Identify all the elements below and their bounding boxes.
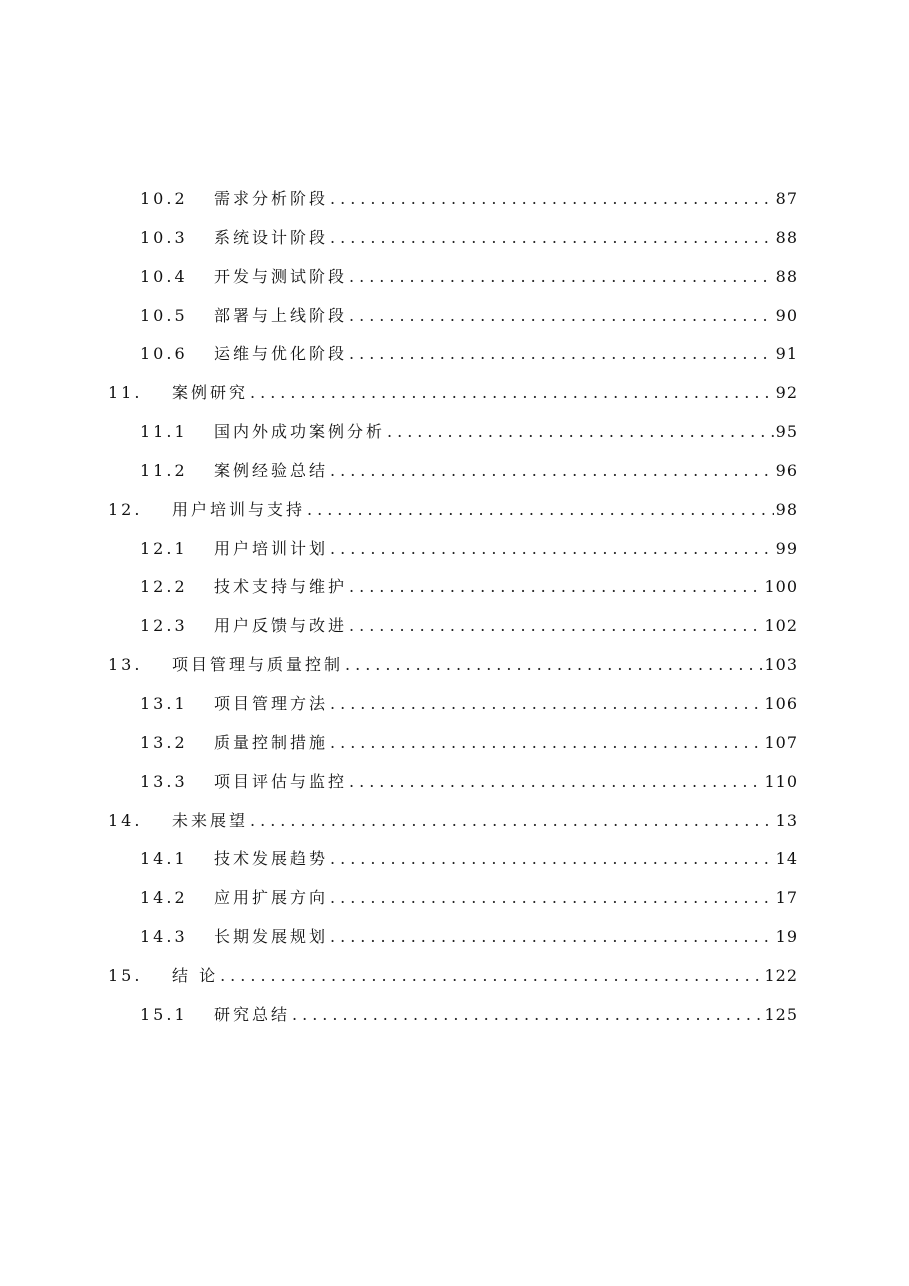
toc-entry-line <box>214 996 798 1035</box>
toc-section-entry[interactable] <box>0 918 909 957</box>
table-of-contents <box>0 180 909 1035</box>
toc-entry-line <box>214 763 798 802</box>
toc-page-number: 14 <box>775 849 798 869</box>
toc-entry-number: 13.2 <box>140 732 188 752</box>
toc-dot-leader <box>307 491 774 530</box>
toc-entry-title: 质量控制措施 <box>214 732 329 752</box>
toc-entry-line <box>214 568 798 607</box>
toc-entry-line <box>214 180 798 219</box>
toc-entry-line <box>214 685 798 724</box>
toc-dot-leader <box>330 530 774 569</box>
toc-chapter-entry[interactable] <box>0 646 909 685</box>
toc-page-number: 13 <box>775 810 798 830</box>
toc-entry-title: 案例经验总结 <box>214 460 329 480</box>
toc-entry-title: 用户培训与支持 <box>172 499 306 519</box>
toc-entry-line <box>214 219 798 258</box>
toc-section-entry[interactable] <box>0 219 909 258</box>
toc-dot-leader <box>330 724 762 763</box>
toc-section-entry[interactable] <box>0 335 909 374</box>
toc-dot-leader <box>330 918 774 957</box>
toc-dot-leader <box>330 879 774 918</box>
toc-entry-title: 技术支持与维护 <box>214 577 348 597</box>
toc-section-entry[interactable] <box>0 685 909 724</box>
toc-page-number: 107 <box>764 732 798 752</box>
toc-entry-line <box>214 413 798 452</box>
toc-entry-line <box>214 452 798 491</box>
toc-page-number: 100 <box>764 577 798 597</box>
toc-entry-number: 11.1 <box>140 422 188 442</box>
toc-entry-line <box>214 607 798 646</box>
toc-page-number: 90 <box>775 305 798 325</box>
toc-page-number: 102 <box>764 616 798 636</box>
toc-entry-line <box>172 646 798 685</box>
toc-dot-leader <box>387 413 774 452</box>
toc-dot-leader <box>250 374 774 413</box>
toc-page-number: 96 <box>775 460 798 480</box>
toc-section-entry[interactable] <box>0 763 909 802</box>
toc-entry-line <box>214 530 798 569</box>
toc-entry-title: 长期发展规划 <box>214 927 329 947</box>
toc-entry-number: 15.1 <box>140 1004 188 1024</box>
toc-entry-number: 10.4 <box>140 266 188 286</box>
toc-entry-number: 13.3 <box>140 771 188 791</box>
toc-chapter-entry[interactable] <box>0 374 909 413</box>
toc-entry-number: 14.2 <box>140 888 188 908</box>
toc-page-number: 103 <box>764 655 798 675</box>
toc-section-entry[interactable] <box>0 996 909 1035</box>
toc-entry-line <box>172 374 798 413</box>
toc-page-number: 98 <box>775 499 798 519</box>
toc-entry-title: 未来展望 <box>172 810 249 830</box>
toc-entry-title: 用户培训计划 <box>214 538 329 558</box>
toc-section-entry[interactable] <box>0 413 909 452</box>
toc-dot-leader <box>349 258 774 297</box>
toc-dot-leader <box>330 840 774 879</box>
toc-page-number: 17 <box>775 888 798 908</box>
toc-entry-number: 14.1 <box>140 849 188 869</box>
toc-entry-line <box>214 335 798 374</box>
toc-dot-leader <box>349 297 774 336</box>
toc-page-number: 95 <box>775 422 798 442</box>
toc-entry-line <box>214 840 798 879</box>
toc-dot-leader <box>330 219 774 258</box>
toc-entry-title: 应用扩展方向 <box>214 888 329 908</box>
toc-entry-number: 12.1 <box>140 538 188 558</box>
toc-entry-title: 案例研究 <box>172 383 249 403</box>
toc-entry-title: 项目管理与质量控制 <box>172 655 344 675</box>
toc-section-entry[interactable] <box>0 724 909 763</box>
toc-section-entry[interactable] <box>0 607 909 646</box>
toc-entry-title: 运维与优化阶段 <box>214 344 348 364</box>
toc-entry-title: 技术发展趋势 <box>214 849 329 869</box>
toc-page-number: 91 <box>775 344 798 364</box>
toc-dot-leader <box>292 996 762 1035</box>
toc-dot-leader <box>349 607 762 646</box>
toc-page-number: 125 <box>764 1004 798 1024</box>
toc-entry-line <box>214 258 798 297</box>
toc-dot-leader <box>220 957 762 996</box>
toc-entry-title: 结 论 <box>172 965 219 985</box>
toc-dot-leader <box>330 685 762 724</box>
toc-entry-title: 用户反馈与改进 <box>214 616 348 636</box>
toc-entry-number: 14. <box>108 810 143 830</box>
toc-entry-line <box>214 879 798 918</box>
toc-page-number: 88 <box>775 266 798 286</box>
toc-entry-title: 国内外成功案例分析 <box>214 422 386 442</box>
toc-section-entry[interactable] <box>0 530 909 569</box>
toc-page-number: 92 <box>775 383 798 403</box>
toc-section-entry[interactable] <box>0 258 909 297</box>
toc-entry-number: 12.3 <box>140 616 188 636</box>
toc-entry-number: 13. <box>108 655 143 675</box>
toc-entry-line <box>172 802 798 841</box>
toc-page-number: 110 <box>764 771 798 791</box>
toc-dot-leader <box>330 180 774 219</box>
toc-chapter-entry[interactable] <box>0 802 909 841</box>
toc-entry-number: 10.2 <box>140 189 188 208</box>
toc-entry-number: 10.5 <box>140 305 188 325</box>
toc-entry-number: 13.1 <box>140 693 188 713</box>
toc-entry-number: 11.2 <box>140 460 188 480</box>
toc-entry-number: 14.3 <box>140 927 188 947</box>
toc-chapter-entry[interactable] <box>0 957 909 996</box>
toc-entry-title: 系统设计阶段 <box>214 227 329 247</box>
toc-dot-leader <box>330 452 774 491</box>
toc-dot-leader <box>349 335 774 374</box>
toc-dot-leader <box>349 568 762 607</box>
toc-page-number: 99 <box>775 538 798 558</box>
toc-entry-number: 12.2 <box>140 577 188 597</box>
toc-entry-number: 15. <box>108 965 143 985</box>
toc-page-number: 88 <box>775 227 798 247</box>
toc-page-number: 87 <box>775 189 798 208</box>
toc-entry-number: 12. <box>108 499 143 519</box>
toc-page-number: 106 <box>764 693 798 713</box>
toc-entry-line <box>214 918 798 957</box>
toc-entry-line <box>172 957 798 996</box>
toc-dot-leader <box>345 646 762 685</box>
toc-section-entry[interactable] <box>0 297 909 336</box>
toc-entry-title: 部署与上线阶段 <box>214 305 348 325</box>
toc-dot-leader <box>349 763 762 802</box>
toc-dot-leader <box>250 802 774 841</box>
toc-entry-number: 10.3 <box>140 227 188 247</box>
toc-entry-line <box>214 724 798 763</box>
toc-entry-title: 开发与测试阶段 <box>214 266 348 286</box>
toc-entry-number: 11. <box>108 383 143 403</box>
toc-section-entry[interactable] <box>0 180 909 219</box>
toc-entry-number: 10.6 <box>140 344 188 364</box>
toc-page-number: 19 <box>775 927 798 947</box>
toc-section-entry[interactable] <box>0 840 909 879</box>
toc-entry-title: 项目管理方法 <box>214 693 329 713</box>
toc-chapter-entry[interactable] <box>0 491 909 530</box>
toc-entry-title: 研究总结 <box>214 1004 291 1024</box>
toc-section-entry[interactable] <box>0 568 909 607</box>
toc-entry-line <box>214 297 798 336</box>
toc-section-entry[interactable] <box>0 452 909 491</box>
toc-entry-title: 需求分析阶段 <box>214 189 329 208</box>
toc-entry-line <box>172 491 798 530</box>
toc-page-number: 122 <box>764 965 798 985</box>
toc-section-entry[interactable] <box>0 879 909 918</box>
toc-entry-title: 项目评估与监控 <box>214 771 348 791</box>
